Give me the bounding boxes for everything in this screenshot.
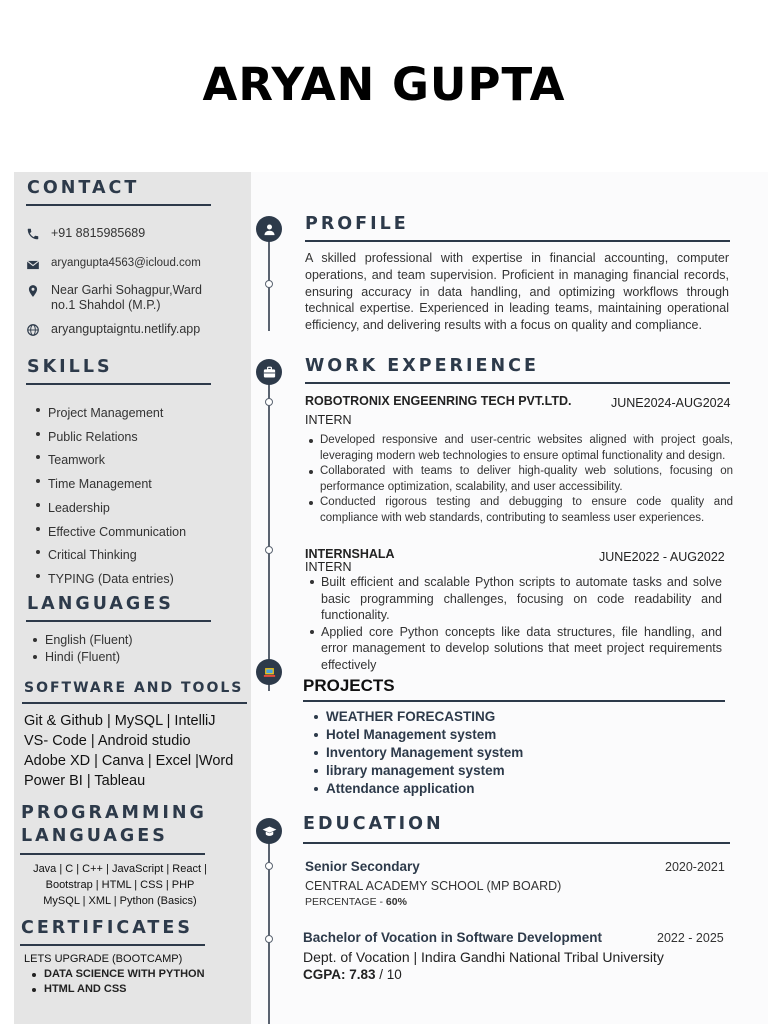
job-role: INTERN [305, 560, 352, 574]
location-icon [26, 284, 40, 298]
education-school: CENTRAL ACADEMY SCHOOL (MP BOARD) [305, 879, 562, 893]
list-item: Collaborated with teams to deliver high-quality web solutions, focusing on performance optimization, scalability, and user accessibility. [306, 464, 733, 495]
work-divider [305, 382, 730, 384]
graduation-cap-icon [262, 824, 277, 839]
globe-icon [26, 323, 40, 337]
list-item: Hindi (Fluent) [31, 649, 133, 666]
education-title: Bachelor of Vocation in Software Development [303, 930, 603, 945]
contact-email [26, 257, 201, 272]
skills-list [34, 402, 186, 592]
education-title: Senior Secondary [305, 859, 420, 874]
job-duties [306, 433, 733, 526]
score-value: / 10 [375, 967, 402, 982]
work-timeline-icon [256, 359, 282, 385]
programming-line: MySQL | XML | Python (Basics) [43, 895, 197, 907]
list-item: Inventory Management system [312, 744, 523, 762]
timeline-dot [265, 862, 273, 870]
programming-heading-line-1: PROGRAMMING [21, 803, 207, 823]
timeline-dot [265, 935, 273, 943]
job-dates: JUNE2024-AUG2024 [611, 396, 731, 410]
phone-text: +91 8815985689 [51, 226, 146, 240]
list-item: Leadership [34, 497, 186, 521]
timeline-line [268, 372, 270, 672]
list-item: HTML AND CSS [30, 982, 205, 997]
education-heading: EDUCATION [303, 814, 444, 834]
programming-line: Java | C | C++ | JavaScript | React | [33, 863, 207, 875]
address-line-1: Near Garhi Sohagpur,Ward [51, 283, 203, 297]
contact-address [26, 283, 202, 313]
work-heading: WORK EXPERIENCE [305, 356, 539, 376]
job-company: INTERNSHALA [305, 547, 395, 561]
list-item: Developed responsive and user-centric websites aligned with project goals, leveraging modern web technologies to ensure optimal functionality and design. [306, 433, 733, 464]
job-role: INTERN [305, 413, 352, 427]
list-item: Teamwork [34, 449, 186, 473]
address-line-2: no.1 Shahdol (M.P.) [51, 298, 161, 312]
projects-timeline-icon [256, 659, 282, 685]
education-timeline-icon [256, 818, 282, 844]
email-text: aryangupta4563@icloud.com [51, 257, 201, 269]
profile-text: A skilled professional with expertise in financial accounting, computer operations, and team supervision. Proficient in managing financial records, ensuring accuracy in data handling, and optimizing workflows through technical expertise. Experienced in leading teams, maintaining operational efficiency, and delivering results with a focus on quality and compliance. [305, 251, 729, 333]
tools-line: Power BI | Tableau [24, 773, 146, 789]
tools-line: VS- Code | Android studio [24, 733, 191, 749]
contact-heading: CONTACT [27, 178, 140, 198]
education-years: 2022 - 2025 [657, 931, 724, 945]
list-item: WEATHER FORECASTING [312, 708, 523, 726]
tools-heading: SOFTWARE AND TOOLS [24, 680, 244, 696]
timeline-line [268, 831, 270, 1024]
website-text[interactable]: aryanguptaigntu.netlify.app [51, 322, 201, 336]
contact-divider [26, 204, 211, 206]
timeline-dot [265, 546, 273, 554]
job-duties [307, 574, 722, 673]
list-item: Project Management [34, 402, 186, 426]
skills-heading: SKILLS [27, 357, 113, 377]
education-years: 2020-2021 [665, 860, 725, 874]
programming-list [22, 861, 218, 909]
programming-heading [21, 802, 207, 848]
contact-website[interactable] [26, 322, 200, 337]
score-label: PERCENTAGE - [305, 896, 386, 908]
profile-divider [305, 240, 730, 242]
programming-line: Bootstrap | HTML | CSS | PHP [45, 879, 195, 891]
list-item: Attendance application [312, 780, 523, 798]
programming-heading-line-2: LANGUAGES [21, 826, 168, 846]
list-item: Public Relations [34, 426, 186, 450]
list-item: DATA SCIENCE WITH PYTHON [30, 967, 205, 982]
list-item: Hotel Management system [312, 726, 523, 744]
list-item: Effective Communication [34, 521, 186, 545]
job-dates: JUNE2022 - AUG2022 [599, 550, 725, 564]
list-item: Conducted rigorous testing and debugging to ensure code quality and compliance with web standards, contributing to seamless user experiences. [306, 495, 733, 526]
certificate-provider: LETS UPGRADE (BOOTCAMP) [24, 953, 183, 965]
tools-line: Git & Github | MySQL | IntelliJ [24, 713, 216, 729]
list-item: Critical Thinking [34, 544, 186, 568]
education-school: Dept. of Vocation | Indira Gandhi National Tribal University [303, 949, 664, 965]
timeline-dot [265, 280, 273, 288]
languages-list [31, 632, 133, 666]
timeline-dot [265, 398, 273, 406]
briefcase-icon [262, 365, 277, 380]
certificates-divider [20, 944, 205, 946]
contact-phone [26, 226, 145, 241]
education-score [303, 967, 402, 982]
phone-icon [26, 227, 40, 241]
projects-heading: PROJECTS [303, 676, 395, 695]
languages-divider [26, 620, 211, 622]
job-company: ROBOTRONIX ENGEENRING TECH PVT.LTD. [305, 394, 572, 408]
score-value: 60% [385, 896, 407, 908]
list-item: Built efficient and scalable Python scripts to automate tasks and solve basic programming challenges, focusing on code readability and functionality. [307, 574, 722, 624]
profile-heading: PROFILE [305, 214, 409, 234]
tools-list [24, 711, 250, 791]
projects-list [312, 708, 523, 798]
list-item: library management system [312, 762, 523, 780]
list-item: TYPING (Data entries) [34, 568, 186, 592]
resume-name: ARYAN GUPTA [202, 58, 566, 111]
tools-line: Adobe XD | Canva | Excel |Word [24, 753, 234, 769]
education-score [305, 896, 407, 908]
certificates-list [30, 967, 205, 997]
programming-divider [20, 853, 205, 855]
list-item: Time Management [34, 473, 186, 497]
list-item: English (Fluent) [31, 632, 133, 649]
mail-icon [26, 258, 40, 272]
user-icon [262, 222, 277, 237]
tools-divider [22, 702, 247, 704]
education-divider [303, 842, 730, 844]
profile-timeline-icon [256, 216, 282, 242]
projects-divider [303, 700, 725, 702]
certificates-heading: CERTIFICATES [21, 918, 193, 938]
languages-heading: LANGUAGES [27, 594, 174, 614]
laptop-icon [262, 665, 277, 680]
skills-divider [26, 383, 211, 385]
list-item: Applied core Python concepts like data structures, file handling, and error management to develop solutions that meet project requirements effectively [307, 624, 722, 674]
score-label: CGPA: 7.83 [303, 967, 376, 982]
